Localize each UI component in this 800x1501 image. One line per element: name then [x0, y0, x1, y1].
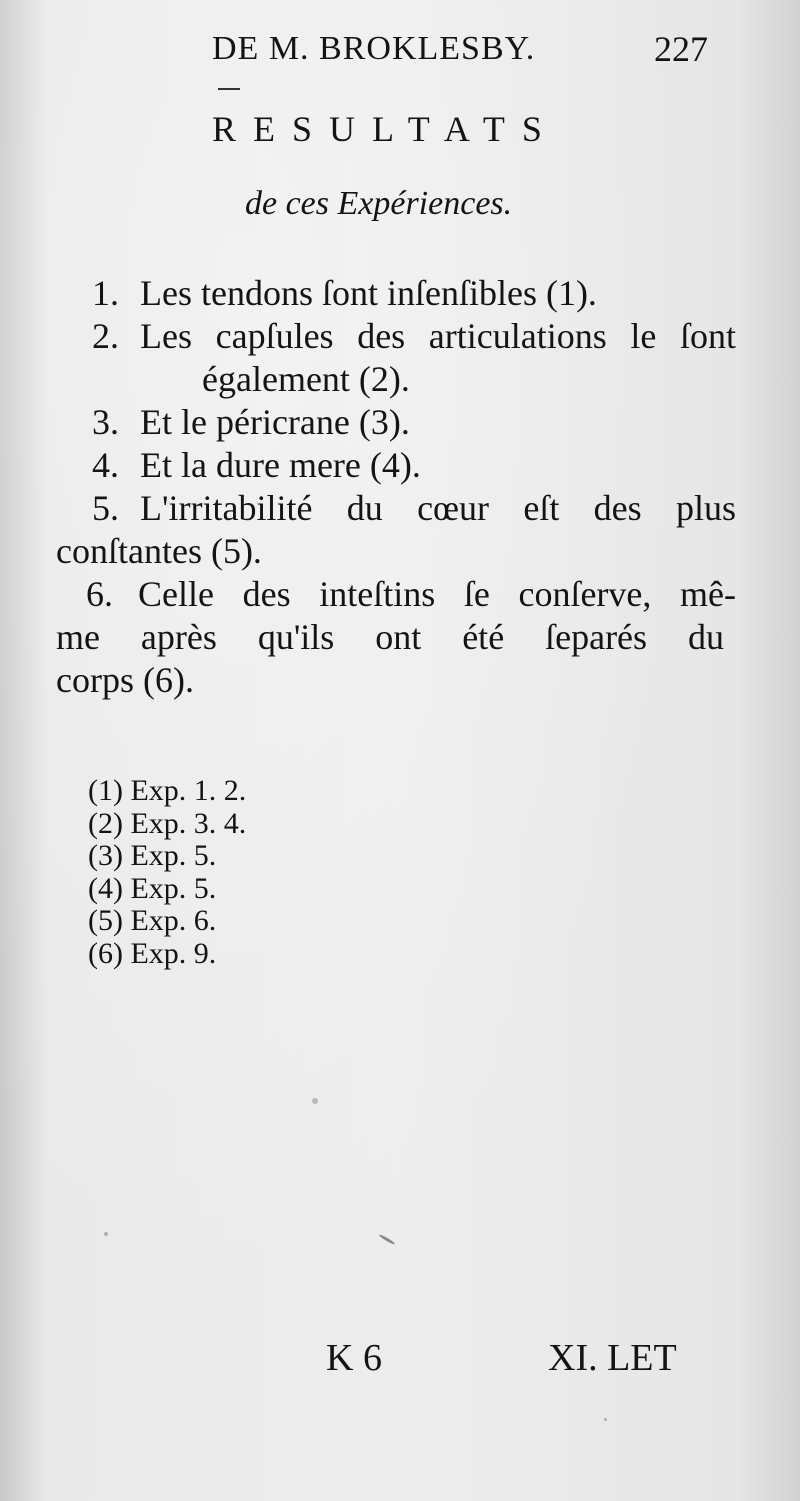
result-text: également (2). — [202, 359, 410, 399]
footnote-text: Exp. 5. — [130, 839, 217, 872]
footnote-text: Exp. 9. — [130, 936, 217, 970]
result-text: Celle des inteſtins ſe conſerve, mê- — [138, 574, 736, 614]
footnote-text: Exp. 3. 4. — [130, 806, 247, 840]
result-item-6-continuation — [56, 659, 736, 702]
paper-speck — [104, 1232, 108, 1236]
result-number: 2. — [92, 316, 119, 356]
result-item-1 — [56, 272, 736, 315]
page-number: 227 — [654, 29, 708, 69]
signature-mark: K 6 — [326, 1337, 382, 1379]
result-text: Les tendons ſont inſenſibles (1). — [140, 273, 597, 313]
result-text: Et le péricrane (3). — [140, 402, 410, 442]
running-head-title: DE M. BROKLESBY. — [212, 30, 536, 67]
result-item-2 — [56, 315, 736, 358]
result-item-6 — [56, 573, 736, 616]
footnote-mark: (6) — [88, 936, 123, 970]
footnote-text: Exp. 6. — [130, 904, 217, 937]
footnote-mark: (4) — [88, 871, 123, 905]
footnotes — [88, 775, 246, 970]
paper-speck — [378, 1234, 395, 1246]
footnote-mark: (3) — [88, 839, 123, 872]
footnote-2 — [88, 808, 246, 841]
ornamental-rule — [218, 88, 240, 90]
footnote-text: Exp. 1. 2. — [130, 774, 247, 807]
result-number: 6. — [86, 574, 113, 614]
result-item-6-continuation — [56, 616, 724, 659]
result-number: 1. — [92, 273, 119, 313]
results-list — [56, 272, 736, 702]
result-number: 5. — [92, 488, 119, 528]
result-text: Et la dure mere (4). — [140, 445, 421, 485]
result-item-3 — [56, 401, 736, 444]
footnote-3 — [88, 840, 246, 873]
result-text: me après qu'ils ont été ſeparés du — [56, 617, 724, 657]
paper-speck — [312, 1098, 318, 1104]
result-text: Les capſules des articulations le ſont — [140, 316, 736, 356]
result-text: L'irritabilité du cœur eſt des plus — [140, 488, 736, 528]
footnote-mark: (1) — [88, 774, 123, 807]
result-item-5 — [56, 487, 736, 530]
result-text: conſtantes (5). — [56, 531, 262, 571]
footnote-1 — [88, 775, 246, 808]
result-item-5-continuation — [56, 530, 736, 573]
result-text: corps (6). — [56, 660, 194, 700]
result-number: 4. — [92, 445, 119, 485]
footnote-4 — [88, 873, 246, 906]
section-subtitle: de ces Expériences. — [245, 185, 513, 222]
result-number: 3. — [92, 402, 119, 442]
section-title: RESULTATS — [212, 109, 559, 149]
footnote-5 — [88, 905, 246, 938]
result-item-2-continuation — [56, 358, 736, 401]
footnote-6 — [88, 938, 246, 971]
footnote-text: Exp. 5. — [130, 871, 217, 905]
catchword: XI. LET — [548, 1337, 677, 1379]
paper-speck — [604, 1418, 607, 1421]
footnote-mark: (5) — [88, 904, 123, 937]
result-item-4 — [56, 444, 736, 487]
footnote-mark: (2) — [88, 806, 123, 840]
